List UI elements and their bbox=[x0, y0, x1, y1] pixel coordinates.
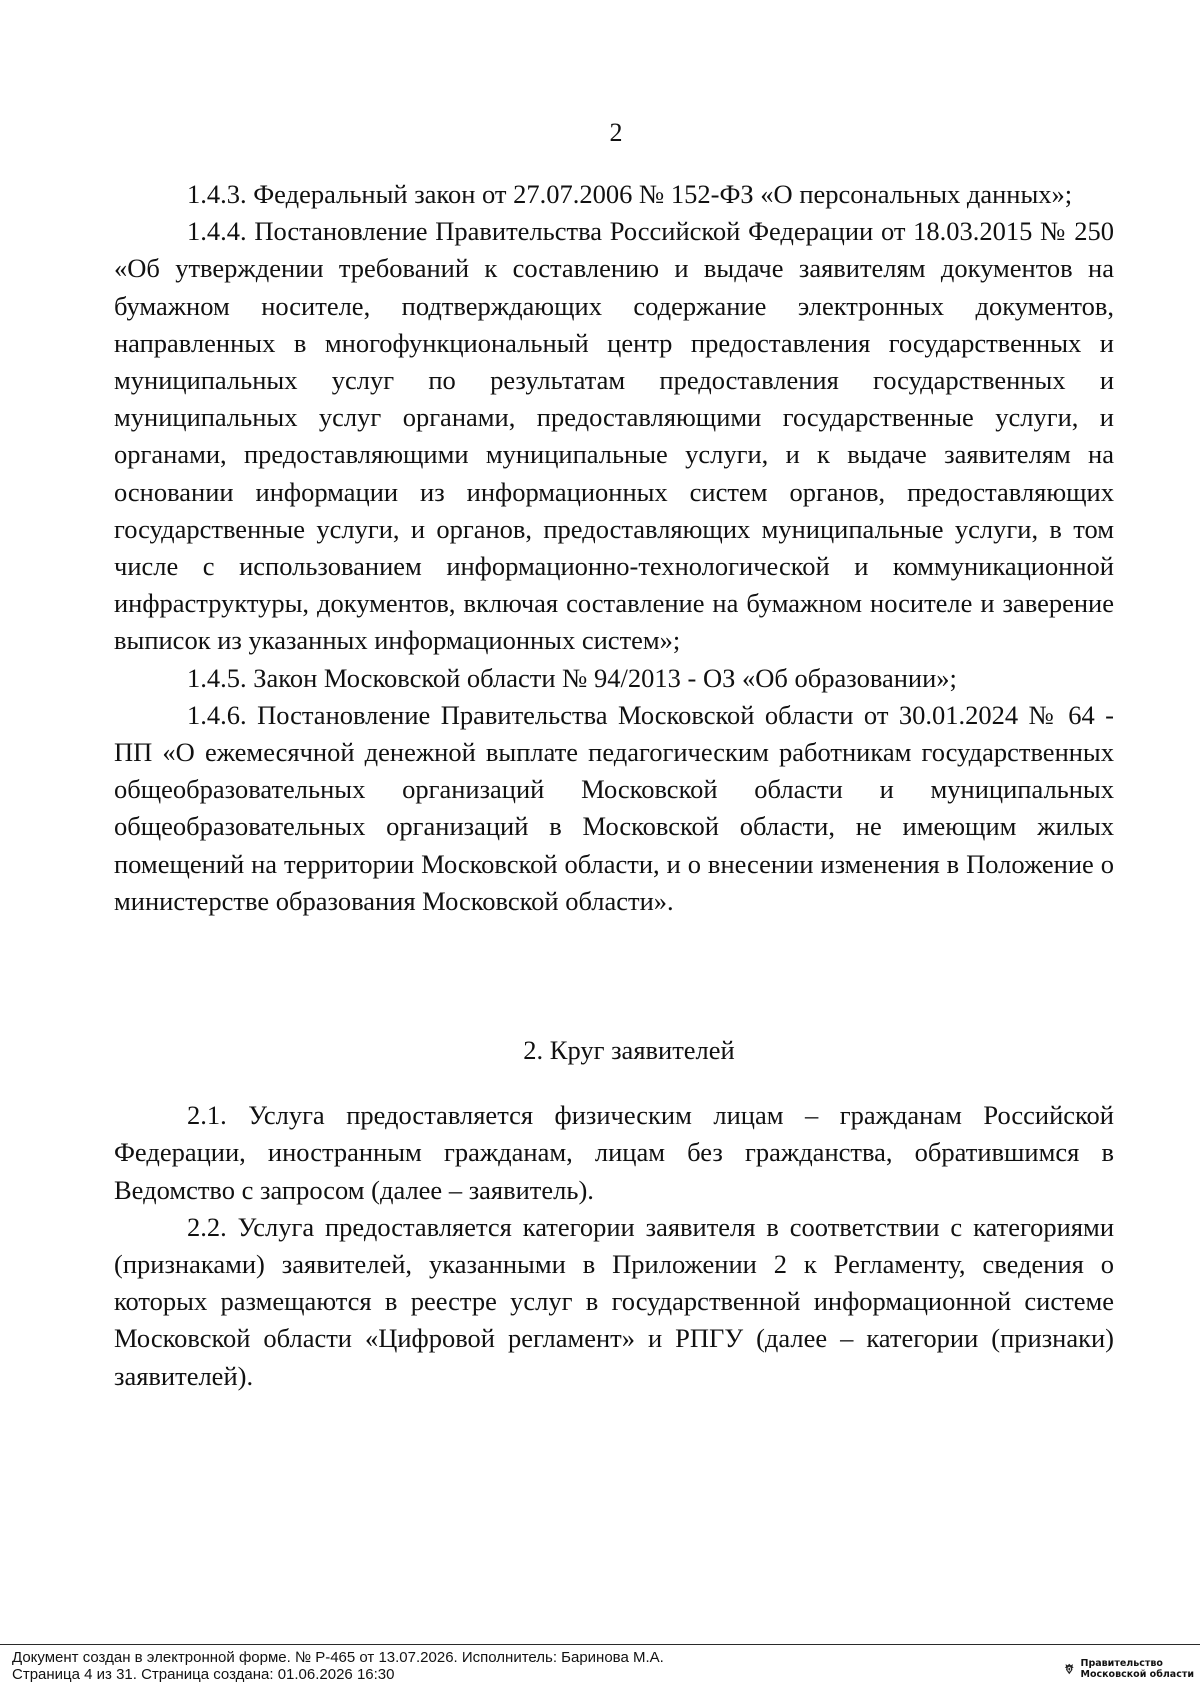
footer-divider bbox=[0, 1644, 1200, 1645]
paragraph-2-2: 2.2. Услуга предоставляется категории заявителя в соответствии с категориями (признаками) заявителей, указанными в Приложении 2 к Регламенту, сведения о которых размещаются в реестре услуг в государственной информационной системе Московской области «Цифровой регламент» и РПГУ (далее – категории (признаки) заявителей). bbox=[114, 1211, 1114, 1391]
section-2-heading: 2. Круг заявителей bbox=[523, 1035, 735, 1066]
logo-caption bbox=[1081, 1658, 1195, 1680]
paragraph-1-4-4: 1.4.4. Постановление Правительства Российской Федерации от 18.03.2015 № 250 «Об утверждении требований к составлению и выдаче заявителям документов на бумажном носителе, подтверждающих содержание электронных документов, направленных в многофункциональный центр предоставления государственных и муниципальных услуг по результатам предоставления государственных и муниципальных услуг органами, предоставляющими государственные услуги, и органами, предоставляющими муниципальные услуги, и к выдаче заявителям на основании информации из информационных систем органов, предоставляющих государственные услуги, и органов, предоставляющих муниципальные услуги, в том числе с использованием информационно-технологической и коммуникационной инфраструктуры, документов, включая составление на бумажном носителе и заверение выписок из указанных информационных систем»; bbox=[114, 216, 1114, 656]
logo-line-1: Правительство bbox=[1080, 1658, 1163, 1669]
footer-document-info: Документ создан в электронной форме. № Р-465 от 13.07.2026. Исполнитель: Баринова М.А. bbox=[12, 1649, 664, 1666]
paragraph-1-4-5: 1.4.5. Закон Московской области № 94/2013 - ОЗ «Об образовании»; bbox=[187, 662, 957, 693]
section-spacer bbox=[114, 920, 1114, 1032]
page-number: 2 bbox=[609, 118, 623, 147]
paragraph-2-1: 2.1. Услуга предоставляется физическим лицам – гражданам Российской Федерации, иностранным гражданам, лицам без гражданства, обратившимся в Ведомство с запросом (далее – заявитель). bbox=[114, 1100, 1114, 1205]
logo-line-2: Московской области bbox=[1080, 1669, 1194, 1680]
footer-page-info: Страница 4 из 31. Страница создана: 01.06.2026 16:30 bbox=[12, 1666, 395, 1683]
paragraph-1-4-3: 1.4.3. Федеральный закон от 27.07.2006 № 152-ФЗ «О персональных данных»; bbox=[187, 179, 1073, 209]
heading-spacer bbox=[114, 1069, 1114, 1097]
paragraph-1-4-6: 1.4.6. Постановление Правительства Московской области от 30.01.2024 № 64 - ПП «О ежемесячной денежной выплате педагогическим работникам государственных общеобразовательных организаций Московской области и муниципальных общеобразовательных организаций в Московской области, не имеющим жилых помещений на территории Московской области, и о внесении изменения в Положение о министерстве образования Московской области». bbox=[114, 699, 1114, 916]
footer bbox=[12, 1649, 664, 1683]
document-body bbox=[114, 176, 1114, 1395]
coat-of-arms-icon bbox=[1064, 1654, 1075, 1684]
government-logo bbox=[1064, 1651, 1194, 1687]
